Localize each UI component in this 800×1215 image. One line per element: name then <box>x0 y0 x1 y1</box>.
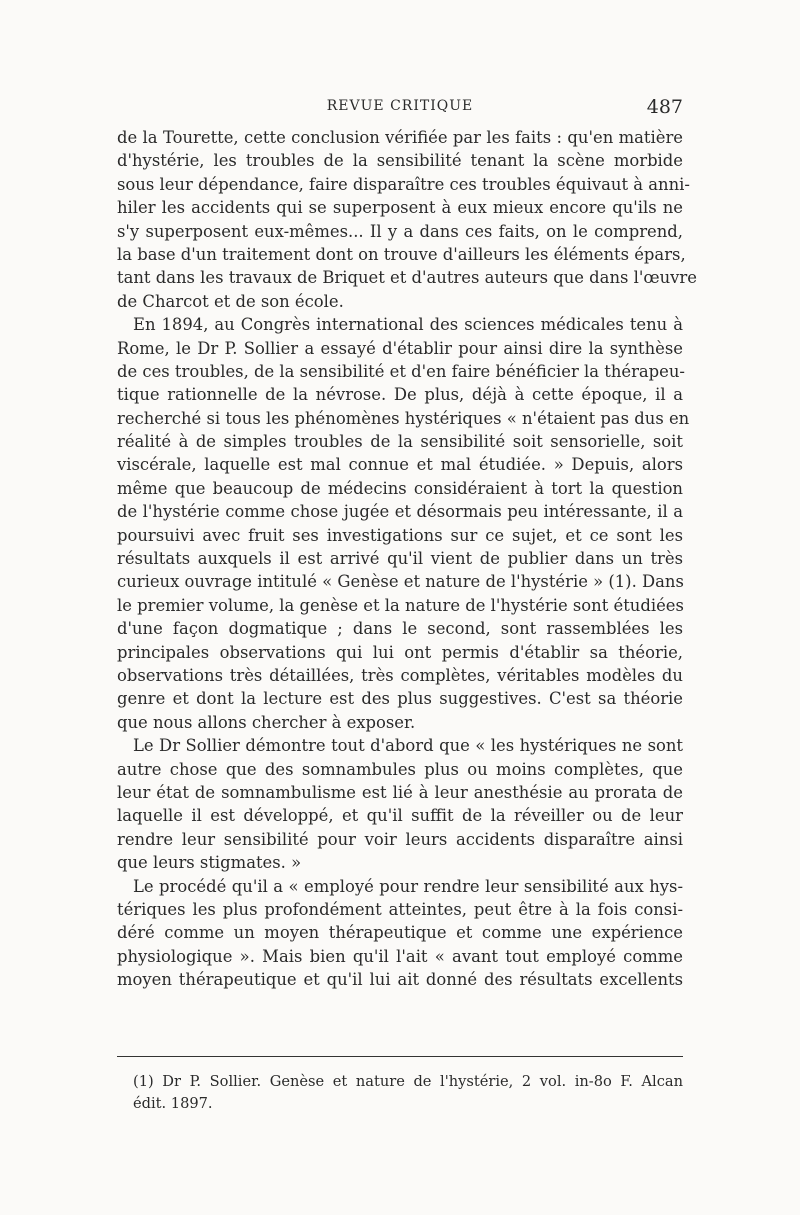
text-line: s'y superposent eux-mêmes... Il y a dans ces faits, on le comprend, <box>117 221 683 241</box>
text-line: la base d'un traitement dont on trouve d'ailleurs les éléments épars, <box>117 244 686 264</box>
running-title: REVUE CRITIQUE <box>326 98 474 114</box>
text-line: de l'hystérie comme chose jugée et désormais peu intéressante, il a <box>117 502 683 522</box>
text-line: le premier volume, la genèse et la nature de l'hystérie sont étudiées <box>117 595 684 615</box>
text-line: Le Dr Sollier démontre tout d'abord que « les hystériques ne sont <box>133 736 683 756</box>
text-line: d'une façon dogmatique ; dans le second, sont rassemblées les <box>117 619 683 639</box>
text-line: autre chose que des somnambules plus ou moins complètes, que <box>117 759 683 779</box>
footnotes <box>133 1071 683 1115</box>
text-line: résultats auxquels il est arrivé qu'il vient de publier dans un très <box>117 549 683 569</box>
text-line: Le procédé qu'il a « employé pour rendre leur sensibilité aux hys- <box>133 876 683 896</box>
text-line: Rome, le Dr P. Sollier a essayé d'établir pour ainsi dire la synthèse <box>117 338 683 358</box>
text-line: même que beaucoup de médecins considéraient à tort la question <box>117 478 683 498</box>
text-line: En 1894, au Congrès international des sciences médicales tenu à <box>133 315 683 335</box>
text-line: de Charcot et de son école. <box>117 291 344 311</box>
text-line: moyen thérapeutique et qu'il lui ait donné des résultats excellents <box>117 970 683 990</box>
text-line: hiler les accidents qui se superposent à eux mieux encore qu'ils ne <box>117 198 683 218</box>
text-line: d'hystérie, les troubles de la sensibilité tenant la scène morbide <box>117 151 683 171</box>
page-number: 487 <box>646 96 683 118</box>
text-line: de la Tourette, cette conclusion vérifiée par les faits : qu'en matière <box>117 128 683 147</box>
text-line: physiologique ». Mais bien qu'il l'ait « avant tout employé comme <box>117 946 683 966</box>
text-line: leur état de somnambulisme est lié à leur anesthésie au prorata de <box>117 782 683 802</box>
footnote-line: édit. 1897. <box>133 1095 213 1112</box>
text-line: que nous allons chercher à exposer. <box>117 712 416 732</box>
text-line: poursuivi avec fruit ses investigations sur ce sujet, et ce sont les <box>117 525 683 545</box>
text-line: réalité à de simples troubles de la sensibilité soit sensorielle, soit <box>117 432 683 452</box>
text-line: viscérale, laquelle est mal connue et mal étudiée. » Depuis, alors <box>117 455 683 475</box>
text-line: déré comme un moyen thérapeutique et comme une expérience <box>117 923 683 943</box>
text-line: de ces troubles, de la sensibilité et d'en faire bénéficier la thérapeu- <box>117 361 685 381</box>
text-line: recherché si tous les phénomènes hystériques « n'étaient pas dus en <box>117 408 690 428</box>
text-line: tant dans les travaux de Briquet et d'autres auteurs que dans l'œuvre <box>117 268 697 288</box>
text-line: rendre leur sensibilité pour voir leurs accidents disparaître ainsi <box>117 829 683 849</box>
footnote-rule <box>117 1056 683 1057</box>
body-text <box>117 126 697 991</box>
text-line: que leurs stigmates. » <box>117 853 302 873</box>
text-line: sous leur dépendance, faire disparaître ces troubles équivaut à anni- <box>117 174 690 194</box>
text-line: tériques les plus profondément atteintes, peut être à la fois consi- <box>117 899 683 919</box>
text-line: curieux ouvrage intitulé « Genèse et nature de l'hystérie » (1). Dans <box>117 572 684 592</box>
footnote-line: (1) Dr P. Sollier. Genèse et nature de l'hystérie, 2 vol. in-8o F. Alcan <box>133 1073 683 1090</box>
text-line: tique rationnelle de la névrose. De plus, déjà à cette époque, il a <box>117 385 683 405</box>
text-line: laquelle il est développé, et qu'il suffit de la réveiller ou de leur <box>117 806 683 826</box>
text-line: principales observations qui lui ont permis d'établir sa théorie, <box>117 642 683 662</box>
running-head <box>117 96 683 118</box>
text-line: observations très détaillées, très complètes, véritables modèles du <box>117 665 683 685</box>
text-line: genre et dont la lecture est des plus suggestives. C'est sa théorie <box>117 689 683 709</box>
